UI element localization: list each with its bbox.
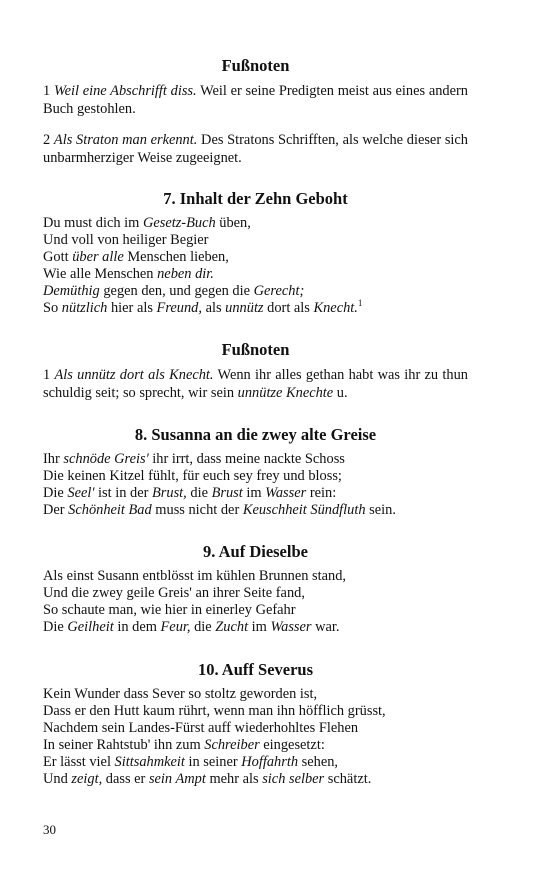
verse-line xyxy=(43,771,468,788)
verse-text: Ihr xyxy=(43,451,64,467)
verse-line xyxy=(43,602,468,619)
verse-text: Gott xyxy=(43,249,73,265)
verse-emphasis: Keuschheit Sündfluth xyxy=(242,502,366,518)
verse-text: Der xyxy=(43,502,69,518)
verse-emphasis: zeigt, xyxy=(71,771,103,787)
verse-line xyxy=(43,585,468,602)
verse-line xyxy=(43,249,468,266)
verse-emphasis: Sittsahmkeit xyxy=(114,754,185,770)
verse-emphasis: Gerecht; xyxy=(253,283,305,299)
verse-emphasis: Brust xyxy=(211,485,243,501)
verse-text: gegen den, und gegen die xyxy=(99,283,254,299)
verse-text: hier als xyxy=(107,300,157,316)
footnote-text: Des Stratons Schrifften, als welche dieser sich unbarmherziger Weise zugeeignet. xyxy=(43,132,468,166)
footnote-text: Weil er seine Predigten meist aus eines andern Buch gestohlen. xyxy=(43,83,468,117)
verse-text: Als einst Susann entblösst im kühlen Brunnen stand, xyxy=(43,568,346,584)
footnote-marker: 1 xyxy=(357,298,363,309)
verse-emphasis: schnöde Greis' xyxy=(63,451,149,467)
footnote-emphasis: unnütze Knechte xyxy=(237,384,334,401)
footnote-number: 1 xyxy=(43,83,51,99)
verse-text: in seiner xyxy=(184,754,242,770)
verse-text: Dass er den Hutt kaum rührt, wenn man ihn höfflich grüsst, xyxy=(43,703,386,719)
verse-line xyxy=(43,720,468,737)
poem-8-title: 8. Susanna an die zwey alte Greise xyxy=(134,425,377,444)
verse-emphasis: Knecht. xyxy=(313,300,358,316)
footnote-1 xyxy=(43,367,468,402)
verse-emphasis: neben dir. xyxy=(157,266,214,282)
footnote-number: 1 xyxy=(43,367,51,383)
verse-text: Die xyxy=(43,485,68,501)
verse-emphasis: sich selber xyxy=(262,771,325,787)
footnotes-heading: Fußnoten xyxy=(221,340,290,359)
footnote-text: u. xyxy=(333,384,348,401)
verse-emphasis: über alle xyxy=(72,249,124,265)
verse-emphasis: Schreiber xyxy=(204,737,260,753)
verse-line xyxy=(43,686,468,703)
verse-text: sehen, xyxy=(298,754,339,770)
verse-emphasis: Feur, xyxy=(160,619,191,635)
verse-text: In seiner Rahtstub' ihn zum xyxy=(43,737,205,753)
verse-text: im xyxy=(242,485,266,501)
verse-line xyxy=(43,266,468,283)
verse-line xyxy=(43,754,468,771)
footnote-reference: Als Straton man erkennt. xyxy=(53,132,198,148)
verse-emphasis: unnütz xyxy=(225,300,264,316)
verse-text: die xyxy=(186,485,212,501)
verse-line xyxy=(43,737,468,754)
verse-line xyxy=(43,568,468,585)
verse-text: Du must dich im xyxy=(43,215,143,231)
verse-line xyxy=(43,300,468,317)
verse-line xyxy=(43,703,468,720)
verse-text: rein: xyxy=(306,485,337,501)
verse-text: Nachdem sein Landes-Fürst auff wiederhohltes Flehen xyxy=(43,720,359,736)
poem-8 xyxy=(43,451,468,519)
verse-text: als xyxy=(201,300,226,316)
verse-emphasis: Wasser xyxy=(265,485,307,501)
verse-emphasis: Wasser xyxy=(270,619,312,635)
poem-9-title: 9. Auf Dieselbe xyxy=(203,542,308,561)
verse-line xyxy=(43,502,468,519)
verse-emphasis: sein Ampt xyxy=(148,771,206,787)
verse-text: dort als xyxy=(263,300,314,316)
poem-7-title: 7. Inhalt der Zehn Geboht xyxy=(163,189,348,208)
verse-text: Die keinen Kitzel fühlt, für euch sey frey und bloss; xyxy=(43,468,342,484)
page-number: 30 xyxy=(43,822,56,837)
verse-text: Und voll von heiliger Begier xyxy=(43,232,209,248)
verse-text: ihr irrt, dass meine nackte Schoss xyxy=(148,451,345,467)
verse-text: Und xyxy=(43,771,72,787)
verse-line xyxy=(43,468,468,485)
verse-emphasis: Seel' xyxy=(67,485,95,501)
verse-emphasis: Freund, xyxy=(156,300,202,316)
footnote-text: Wenn ihr alles gethan habt was ihr zu thun schuldig seit; so sprecht, wir sein xyxy=(43,367,468,401)
footnote-reference: Als unnütz dort als Knecht. xyxy=(54,367,214,383)
verse-emphasis: Hoffahrth xyxy=(241,754,299,770)
footnote-2 xyxy=(43,132,468,167)
verse-emphasis: Geilheit xyxy=(67,619,114,635)
verse-text: schätzt. xyxy=(324,771,372,787)
verse-emphasis: Gesetz-Buch xyxy=(142,215,216,231)
footnote-1 xyxy=(43,83,468,118)
verse-line xyxy=(43,451,468,468)
verse-text: Und die zwey geile Greis' an ihrer Seite fand, xyxy=(43,585,305,601)
verse-line xyxy=(43,232,468,249)
verse-emphasis: nützlich xyxy=(61,300,108,316)
verse-text: muss nicht der xyxy=(151,502,243,518)
verse-emphasis: Brust, xyxy=(152,485,187,501)
verse-text: sein. xyxy=(365,502,396,518)
verse-line xyxy=(43,283,468,300)
verse-text: eingesetzt: xyxy=(259,737,325,753)
verse-emphasis: Schönheit Bad xyxy=(68,502,152,518)
verse-text: Kein Wunder dass Sever so stoltz geworden ist, xyxy=(43,686,318,702)
verse-text: Die xyxy=(43,619,68,635)
verse-line xyxy=(43,485,468,502)
page-content xyxy=(43,56,468,788)
verse-line xyxy=(43,215,468,232)
verse-text: in dem xyxy=(113,619,161,635)
verse-text: üben, xyxy=(215,215,251,231)
verse-line xyxy=(43,619,468,636)
verse-emphasis: Zucht xyxy=(215,619,249,635)
verse-text: Wie alle Menschen xyxy=(43,266,158,282)
verse-text: dass er xyxy=(102,771,149,787)
poem-10-title: 10. Auff Severus xyxy=(197,660,314,679)
poem-10 xyxy=(43,686,468,788)
poem-7 xyxy=(43,215,468,317)
footnote-number: 2 xyxy=(43,132,51,148)
footnote-reference: Weil eine Abschrifft diss. xyxy=(53,83,197,99)
poem-9 xyxy=(43,568,468,636)
verse-text: Er lässt viel xyxy=(43,754,115,770)
verse-text: So xyxy=(43,300,62,316)
verse-text: So schaute man, wie hier in einerley Gefahr xyxy=(43,602,296,618)
verse-text: ist in der xyxy=(94,485,152,501)
verse-text: Menschen lieben, xyxy=(123,249,229,265)
verse-text: die xyxy=(190,619,216,635)
verse-text: war. xyxy=(311,619,340,635)
verse-emphasis: Demüthig xyxy=(43,283,100,299)
verse-text: mehr als xyxy=(205,771,263,787)
footnotes-heading: Fußnoten xyxy=(221,56,290,75)
verse-text: im xyxy=(248,619,271,635)
